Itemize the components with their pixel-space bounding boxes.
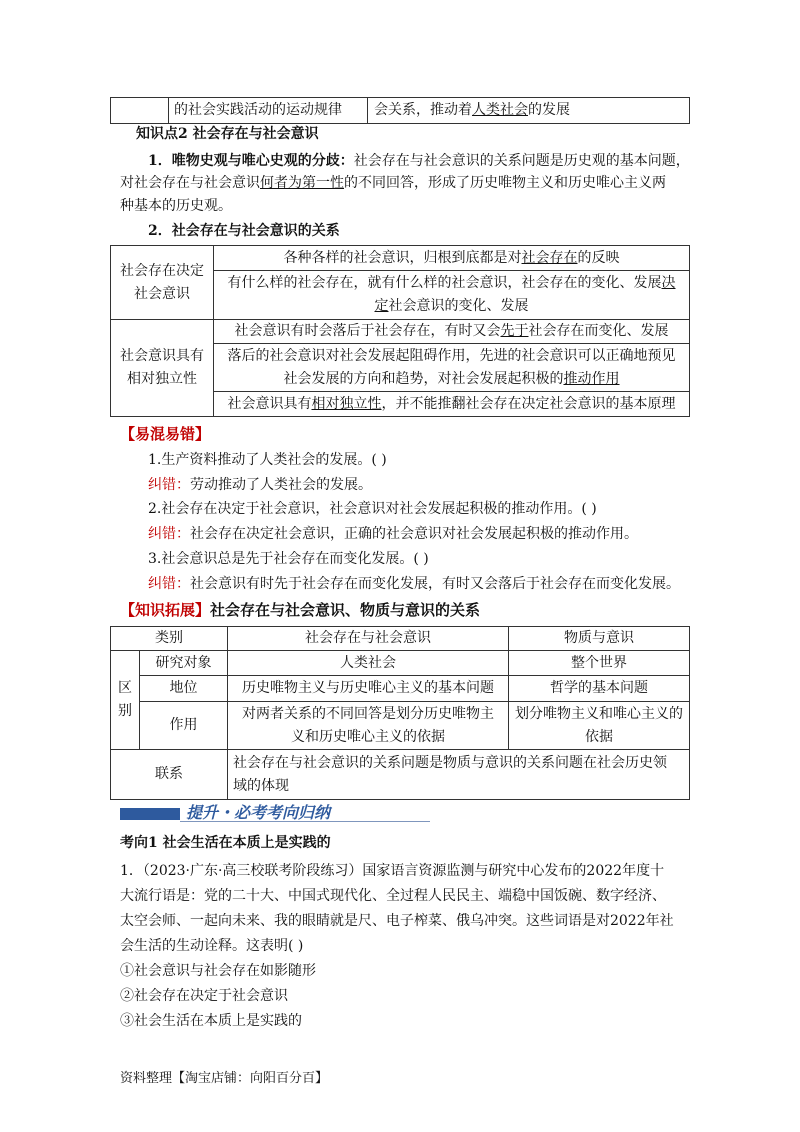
ext-r1-matter: 整个世界 bbox=[509, 651, 690, 676]
mistake-1-fix: 纠错：劳动推动了人类社会的发展。 bbox=[148, 477, 372, 493]
kp2-p1-line3: 种基本的历史观。 bbox=[120, 198, 232, 214]
banner-title: 提升・必考考向归纳 bbox=[186, 803, 331, 822]
option-1: ①社会意识与社会存在如影随形 bbox=[120, 963, 316, 979]
option-3: ③社会生活在本质上是实践的 bbox=[120, 1013, 302, 1029]
ext-r4-label: 联系 bbox=[111, 750, 228, 800]
kp2-heading: 知识点2 社会存在与社会意识 bbox=[136, 126, 319, 142]
question-line-4: 会生活的生动诠释。这表明( ) bbox=[120, 938, 304, 954]
rel-group1-label: 社会存在决定 社会意识 bbox=[111, 246, 214, 320]
relation-table bbox=[110, 245, 690, 417]
extension-heading: 【知识拓展】社会存在与社会意识、物质与意识的关系 bbox=[120, 601, 481, 619]
ext-r3-label: 作用 bbox=[140, 702, 228, 750]
ext-r2-social: 历史唯物主义与历史唯心主义的基本问题 bbox=[228, 676, 509, 702]
ext-r1-social: 人类社会 bbox=[228, 651, 509, 676]
extension-table bbox=[110, 626, 690, 800]
ext-r2-label: 地位 bbox=[140, 676, 228, 702]
question-line-3: 太空会师、一起向未来、我的眼睛就是尺、电子榨菜、俄乌冲突。这些词语是对2022年社 bbox=[120, 913, 674, 929]
ext-r3-matter: 划分唯物主义和唯心主义的 依据 bbox=[509, 702, 690, 750]
rel-g2-row3: 社会意识具有相对独立性，并不能推翻社会存在决定社会意识的基本原理 bbox=[214, 392, 690, 417]
rel-g1-row1: 各种各样的社会意识，归根到底都是对社会存在的反映 bbox=[214, 246, 690, 271]
top-table bbox=[110, 97, 690, 124]
mistake-3-fix: 纠错：社会意识有时先于社会存在而变化发展，有时又会落后于社会存在而变化发展。 bbox=[148, 576, 680, 592]
ext-r2-matter: 哲学的基本问题 bbox=[509, 676, 690, 702]
kp2-p1-line1: 1．唯物史观与唯心史观的分歧：社会存在与社会意识的关系问题是历史观的基本问题， bbox=[148, 153, 690, 169]
footer-note: 资料整理【淘宝店铺：向阳百分百】 bbox=[120, 1071, 329, 1086]
question-line-1: 1．（2023·广东·高三校联考阶段练习）国家语言资源监测与研究中心发布的2022年度十 bbox=[120, 863, 665, 879]
mistake-2-fix: 纠错：社会存在决定社会意识，正确的社会意识对社会发展起积极的推动作用。 bbox=[148, 526, 638, 542]
mistake-1-question: 1.生产资料推动了人类社会的发展。( ) bbox=[148, 452, 387, 468]
option-2: ②社会存在决定于社会意识 bbox=[120, 988, 288, 1004]
top-table-blank-cell bbox=[111, 98, 169, 124]
top-table-right-cell: 会关系，推动着人类社会的发展 bbox=[368, 98, 690, 124]
question-line-2: 大流行语是：党的二十大、中国式现代化、全过程人民民主、端稳中国饭碗、数字经济、 bbox=[120, 888, 666, 904]
banner-bar bbox=[120, 808, 180, 820]
rel-g1-row2: 有什么样的社会存在，就有什么样的社会意识，社会存在的变化、发展决 定社会意识的变化、发展 bbox=[214, 271, 690, 320]
rel-g2-row2: 落后的社会意识对社会发展起阻碍作用，先进的社会意识可以正确地预见 社会发展的方向和趋势，对社会发展起积极的推动作用 bbox=[214, 344, 690, 392]
rel-group2-label: 社会意识具有 相对独立性 bbox=[111, 320, 214, 417]
ext-r1-label: 研究对象 bbox=[140, 651, 228, 676]
rel-g2-row1: 社会意识有时会落后于社会存在，有时又会先于社会存在而变化、发展 bbox=[214, 320, 690, 344]
top-table-mid-cell: 的社会实践活动的运动规律 bbox=[169, 98, 368, 124]
mistake-3-question: 3.社会意识总是先于社会存在而变化发展。( ) bbox=[148, 551, 429, 567]
kp2-p1-line2: 对社会存在与社会意识何者为第一性的不同回答，形成了历史唯物主义和历史唯心主义两 bbox=[120, 175, 666, 191]
ext-r4-content: 社会存在与社会意识的关系问题是物质与意识的关系问题在社会历史领 域的体现 bbox=[228, 750, 690, 800]
ext-col-category: 类别 bbox=[111, 627, 228, 651]
section-banner bbox=[120, 803, 430, 825]
ext-difference-label: 区 别 bbox=[111, 651, 140, 750]
direction-heading: 考向1 社会生活在本质上是实践的 bbox=[120, 835, 331, 851]
ext-col-social: 社会存在与社会意识 bbox=[228, 627, 509, 651]
ext-col-matter: 物质与意识 bbox=[509, 627, 690, 651]
kp2-p2-heading: 2．社会存在与社会意识的关系 bbox=[148, 223, 340, 239]
mistake-2-question: 2.社会存在决定于社会意识，社会意识对社会发展起积极的推动作用。( ) bbox=[148, 501, 597, 517]
mistakes-heading: 【易混易错】 bbox=[120, 425, 211, 443]
ext-r3-social: 对两者关系的不同回答是划分历史唯物主 义和历史唯心主义的依据 bbox=[228, 702, 509, 750]
